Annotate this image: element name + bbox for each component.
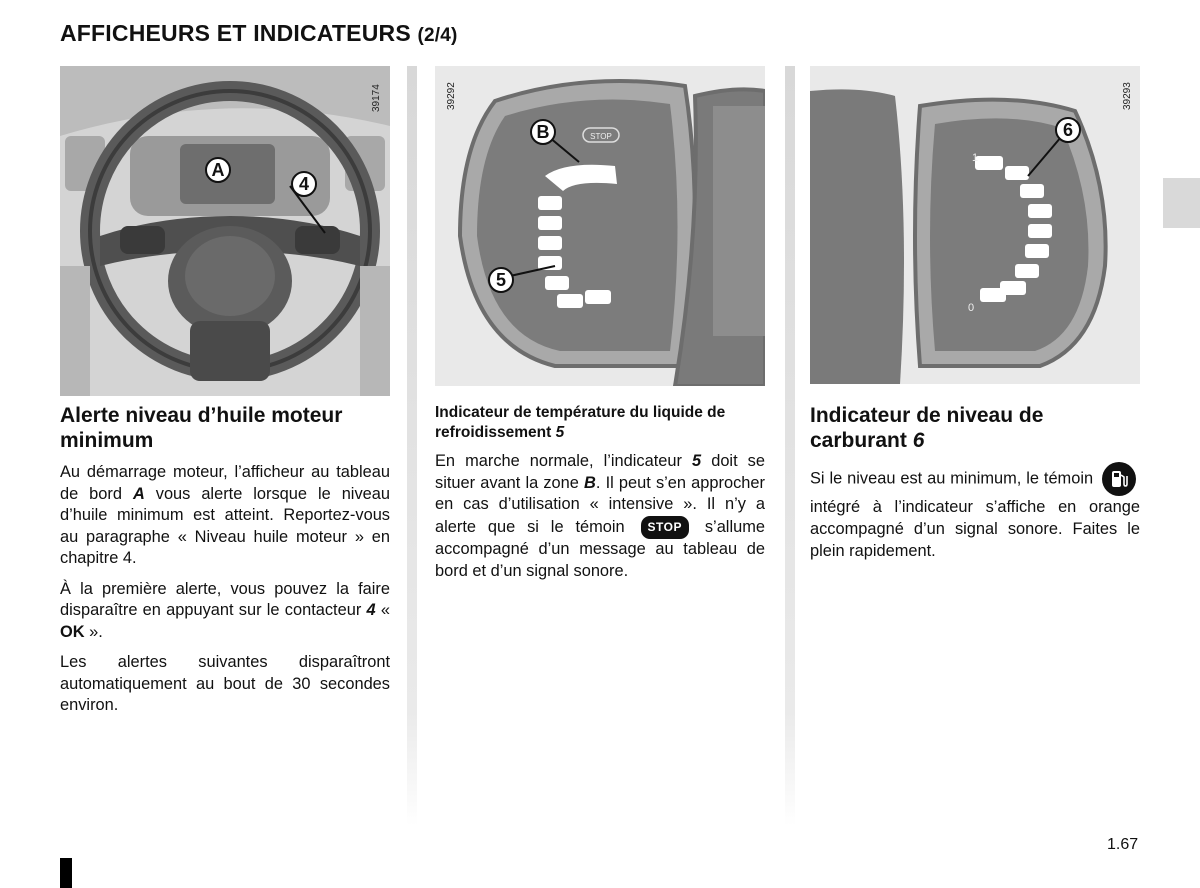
paragraph: Si le niveau est au minimum, le témoin intégré à l’indicateur s’affiche en orange accompagné d’un signal sonore. Faites le plein rapidement.: [810, 462, 1140, 562]
fuel-pump-icon: [1102, 462, 1136, 496]
figure-temperature-gauge: [435, 66, 765, 386]
section-heading: Indicateur de niveau de carburant 6: [810, 404, 1044, 452]
section-heading: Indicateur de température du liquide de refroidissement 5: [435, 404, 726, 441]
reference-6: 6: [912, 429, 925, 452]
figure-code: 39292: [446, 82, 457, 110]
reference-a: A: [132, 484, 145, 503]
section-heading: Alerte niveau d’huile moteur minimum: [60, 404, 343, 452]
fuel-scale-top: 1: [972, 152, 979, 164]
page-part: (2/4): [417, 25, 458, 46]
figure-code: 39293: [1122, 82, 1133, 110]
figure-fuel-gauge: [810, 66, 1140, 384]
callout-4: 4: [298, 174, 310, 194]
paragraph: À la première alerte, vous pouvez la faire disparaître en appuyant sur le contacteur 4 « OK ».: [60, 579, 390, 641]
section-coolant-temperature: [435, 403, 765, 591]
figure-steering-wheel: [60, 66, 390, 396]
stop-icon: STOP: [641, 516, 689, 540]
section-fuel-level: [810, 403, 1140, 571]
reference-b: B: [584, 473, 596, 492]
callout-b: B: [536, 122, 550, 142]
print-mark: [60, 858, 72, 888]
fuel-gauge-illustration: [810, 66, 1140, 384]
page-number: 1.67: [1107, 836, 1139, 853]
page-title: AFFICHEURS ET INDICATEURS (2/4): [60, 20, 458, 46]
stop-label: STOP: [590, 132, 612, 141]
temperature-gauge-illustration: [435, 66, 765, 386]
reference-4: 4: [366, 601, 376, 619]
section-oil-level: [60, 403, 390, 726]
reference-5: 5: [555, 424, 565, 441]
chapter-tab: [1163, 178, 1200, 228]
callout-5: 5: [495, 270, 507, 290]
reference-5: 5: [692, 452, 702, 470]
paragraph: En marche normale, l’indicateur 5 doit se situer avant la zone B. Il peut s’en approcher en cas d’utilisation « intensive ». Il n’y a alerte que si le témoin STOP s’allume accompagné d’un message au tableau de bord et d’un signal sonore.: [435, 452, 765, 580]
column-separator: [407, 66, 417, 826]
callout-6: 6: [1062, 120, 1074, 140]
ok-label: OK: [60, 622, 85, 641]
column-separator: [785, 66, 795, 826]
fuel-scale-bottom: 0: [968, 302, 975, 314]
figure-code: 39174: [371, 84, 382, 112]
figure-callouts: [60, 66, 390, 396]
paragraph: Les alertes suivantes disparaîtront automatiquement au bout de 30 secondes environ.: [60, 653, 390, 714]
callout-a: A: [211, 160, 225, 180]
paragraph: Au démarrage moteur, l’afficheur au tableau de bord A vous alerte lorsque le niveau d’huile minimum est atteint. Reportez-vous au paragraphe « Niveau huile moteur » en chapitre 4.: [60, 463, 390, 567]
